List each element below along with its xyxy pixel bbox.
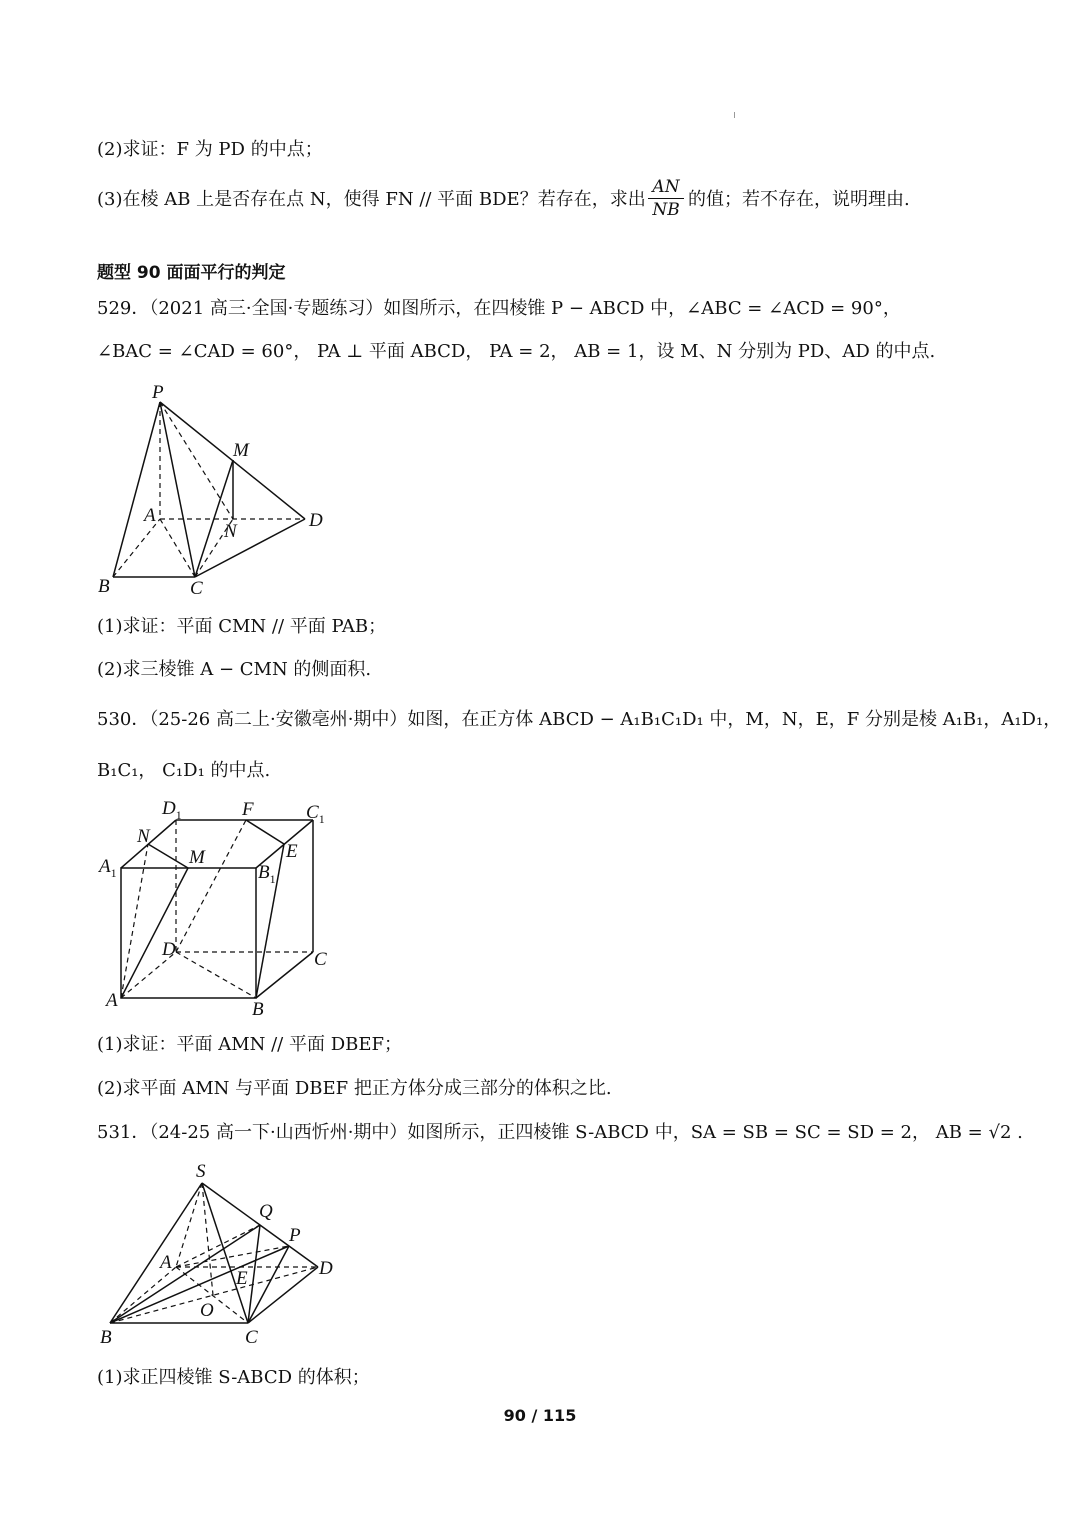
question-531-sub1: (1)求正四棱锥 S-ABCD 的体积；: [97, 1367, 370, 1388]
label-n: N: [224, 521, 237, 542]
question-530-sub1: (1)求证：平面 AMN // 平面 DBEF；: [97, 1034, 402, 1055]
label-p: P: [289, 1225, 301, 1246]
figure-531-pyramid: [95, 1155, 345, 1355]
question-529-line1: 529．（2021 高三·全国·专题练习）如图所示，在四棱锥 P − ABCD 中，∠ABC = ∠ACD = 90°，: [97, 298, 901, 319]
question-529-sub1: (1)求证：平面 CMN // 平面 PAB；: [97, 616, 387, 637]
question-530-line1: 530．（25-26 高二上·安徽亳州·期中）如图，在正方体 ABCD − A₁B₁C₁D₁ 中，M，N，E，F 分别是棱 A₁B₁，A₁D₁，: [97, 709, 1062, 730]
label-b: B: [98, 576, 110, 597]
label-e: E: [236, 1268, 248, 1289]
subquestion-3-part1: (3)在棱 AB 上是否存在点 N，使得 FN // 平面 BDE？若存在，求出: [97, 189, 646, 210]
label-s: S: [196, 1161, 206, 1182]
label-b: B: [100, 1327, 112, 1348]
label-m: M: [233, 440, 249, 461]
label-c: C: [314, 949, 327, 970]
label-q: Q: [259, 1201, 273, 1222]
question-530-sub2: (2)求平面 AMN 与平面 DBEF 把正方体分成三部分的体积之比.: [97, 1078, 612, 1099]
label-a1: $A_1$: [99, 856, 117, 880]
label-b: B: [252, 999, 264, 1020]
label-p: P: [152, 382, 164, 403]
label-d1: $D_1$: [162, 798, 182, 822]
label-f: F: [242, 799, 254, 820]
figure-530-cube: [95, 795, 340, 1020]
label-m: M: [189, 847, 205, 868]
label-b1: $B_1$: [258, 862, 276, 886]
fraction-numerator: AN: [648, 176, 684, 199]
label-d: D: [309, 510, 323, 531]
figure-529-pyramid: [90, 378, 350, 603]
fraction-an-nb: [648, 176, 684, 221]
label-o: O: [200, 1300, 214, 1321]
label-d: D: [162, 939, 176, 960]
label-d: D: [319, 1258, 333, 1279]
fraction-denominator: NB: [652, 200, 680, 220]
label-a: A: [106, 990, 118, 1011]
question-529-sub2: (2)求三棱锥 A − CMN 的侧面积.: [97, 659, 372, 680]
label-e: E: [286, 841, 298, 862]
label-c: C: [245, 1327, 258, 1348]
label-c1: $C_1$: [306, 802, 325, 826]
question-530-line2: B₁C₁， C₁D₁ 的中点.: [97, 760, 271, 781]
label-n: N: [137, 826, 150, 847]
scan-mark: [734, 112, 735, 118]
question-529-line2: ∠BAC = ∠CAD = 60°， PA ⊥ 平面 ABCD， PA = 2， AB = 1，设 M、N 分别为 PD、AD 的中点.: [97, 341, 936, 362]
label-a: A: [144, 505, 156, 526]
label-c: C: [190, 578, 203, 599]
subquestion-2: (2)求证：F 为 PD 的中点；: [97, 139, 323, 160]
page-number: 90 / 115: [503, 1406, 577, 1425]
section-heading: 题型 90 面面平行的判定: [97, 263, 286, 283]
label-a: A: [160, 1252, 172, 1273]
question-531-line1: 531．（24-25 高一下·山西忻州·期中）如图所示，正四棱锥 S-ABCD 中，SA = SB = SC = SD = 2， AB = √2 .: [97, 1122, 1023, 1143]
subquestion-3-part2: 的值；若不存在，说明理由.: [688, 189, 910, 210]
